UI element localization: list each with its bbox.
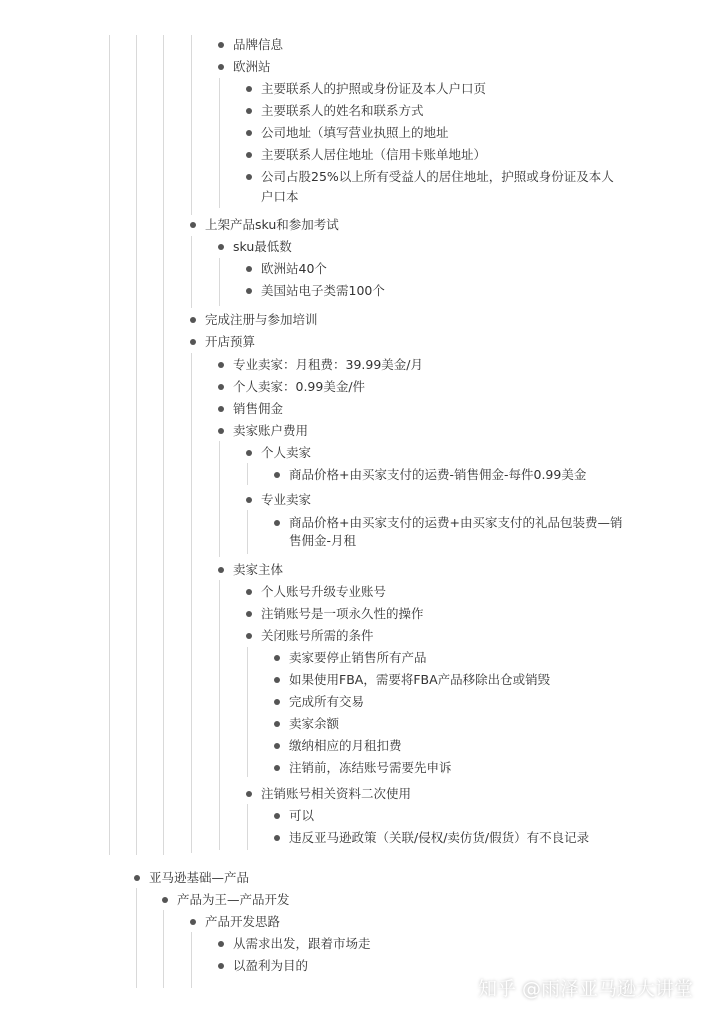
bullet-icon (190, 222, 196, 228)
list-item-text: 关闭账号所需的条件 (261, 628, 374, 643)
bullet-icon (274, 520, 280, 526)
bullet-icon (274, 813, 280, 819)
list-item-text: 卖家账户费用 (233, 423, 309, 438)
guide-line (163, 910, 164, 988)
list-item-text: 个人卖家 (261, 445, 312, 460)
bullet-icon (218, 567, 224, 573)
bullet-icon (274, 835, 280, 841)
list-item-text: 产品为王—产品开发 (177, 892, 290, 907)
guide-line (219, 441, 220, 557)
bullet-icon (246, 130, 252, 136)
bullet-icon (246, 288, 252, 294)
bullet-icon (162, 897, 168, 903)
bullet-icon (246, 450, 252, 456)
list-item-text: 亚马逊基础—产品 (149, 870, 250, 885)
list-item-text: 专业卖家 (261, 492, 312, 507)
bullet-icon (274, 699, 280, 705)
list-item-text: 公司地址（填写营业执照上的地址 (261, 125, 449, 140)
watermark: 知乎 @雨泽亚马逊大讲堂 (478, 978, 694, 1000)
bullet-icon (190, 317, 196, 323)
guide-line (219, 78, 220, 208)
list-item-text: 如果使用FBA，需要将FBA产品移除出仓或销毁 (289, 672, 551, 687)
list-item-text: 美国站电子类需100个 (261, 283, 385, 298)
bullet-icon (218, 428, 224, 434)
list-item-text: 注销账号是一项永久性的操作 (261, 606, 424, 621)
list-item-text: 主要联系人居住地址（信用卡账单地址） (261, 147, 487, 162)
list-item-text: 商品价格+由买家支付的运费-销售佣金-每件0.99美金 (289, 467, 587, 482)
list-item-text: 完成注册与参加培训 (205, 312, 318, 327)
bullet-icon (218, 362, 224, 368)
bullet-icon (246, 108, 252, 114)
list-item-text: 从需求出发，跟着市场走 (233, 936, 371, 951)
list-item-text: 卖家余额 (289, 716, 340, 731)
guide-line (191, 353, 192, 853)
bullet-icon (134, 875, 140, 881)
bullet-icon (246, 266, 252, 272)
list-item-text: 个人账号升级专业账号 (261, 584, 387, 599)
list-item-text: 开店预算 (205, 334, 256, 349)
list-item-text: sku最低数 (233, 239, 292, 254)
list-item-text: 商品价格+由买家支付的运费+由买家支付的礼品包装费—销 (289, 515, 623, 530)
guide-line (219, 258, 220, 306)
list-item-text: 卖家要停止销售所有产品 (289, 650, 427, 665)
list-item-text: 欧洲站40个 (261, 261, 327, 276)
bullet-icon (246, 633, 252, 639)
guide-line (219, 580, 220, 850)
bullet-icon (218, 963, 224, 969)
list-item-text: 注销前，冻结账号需要先申诉 (289, 760, 452, 775)
list-item-text: 公司占股25%以上所有受益人的居住地址，护照或身份证及本人 (261, 169, 614, 184)
bullet-icon (246, 152, 252, 158)
bullet-icon (218, 42, 224, 48)
guide-line (247, 463, 248, 485)
list-item-text-continued: 售佣金-月租 (289, 533, 357, 548)
guide-line (247, 647, 248, 777)
list-item-text: 上架产品sku和参加考试 (205, 217, 339, 232)
guide-line (191, 35, 192, 215)
list-item-text: 销售佣金 (233, 401, 284, 416)
list-item-text: 个人卖家：0.99美金/件 (233, 379, 366, 394)
bullet-icon (274, 721, 280, 727)
list-item-text-continued: 户口本 (261, 189, 299, 204)
list-item-text: 卖家主体 (233, 562, 284, 577)
list-item-text: 欧洲站 (233, 59, 271, 74)
list-item-text: 产品开发思路 (205, 914, 281, 929)
bullet-icon (274, 472, 280, 478)
bullet-icon (274, 655, 280, 661)
bullet-icon (190, 339, 196, 345)
bullet-icon (246, 86, 252, 92)
bullet-icon (218, 64, 224, 70)
bullet-icon (246, 174, 252, 180)
list-item-text: 违反亚马逊政策（关联/侵权/卖仿货/假货）有不良记录 (289, 830, 590, 845)
bullet-icon (246, 497, 252, 503)
guide-line (109, 35, 110, 855)
bullet-icon (218, 941, 224, 947)
bullet-icon (246, 589, 252, 595)
list-item-text: 主要联系人的护照或身份证及本人户口页 (261, 81, 487, 96)
guide-line (136, 35, 137, 855)
bullet-icon (274, 677, 280, 683)
list-item-text: 品牌信息 (233, 37, 284, 52)
guide-line (136, 888, 137, 988)
guide-line (191, 932, 192, 988)
bullet-icon (190, 919, 196, 925)
guide-line (191, 236, 192, 308)
guide-line (247, 510, 248, 554)
bullet-icon (246, 791, 252, 797)
guide-line (247, 804, 248, 850)
list-item-text: 主要联系人的姓名和联系方式 (261, 103, 424, 118)
list-item-text: 缴纳相应的月租扣费 (289, 738, 402, 753)
bullet-icon (274, 743, 280, 749)
list-item-text: 完成所有交易 (289, 694, 365, 709)
bullet-icon (246, 611, 252, 617)
list-item-text: 可以 (289, 808, 315, 823)
bullet-icon (218, 406, 224, 412)
guide-line (163, 35, 164, 855)
list-item-text: 专业卖家：月租费：39.99美金/月 (233, 357, 423, 372)
bullet-icon (218, 244, 224, 250)
list-item-text: 以盈利为目的 (233, 958, 309, 973)
list-item-text: 注销账号相关资料二次使用 (261, 786, 412, 801)
bullet-icon (274, 765, 280, 771)
bullet-icon (218, 384, 224, 390)
